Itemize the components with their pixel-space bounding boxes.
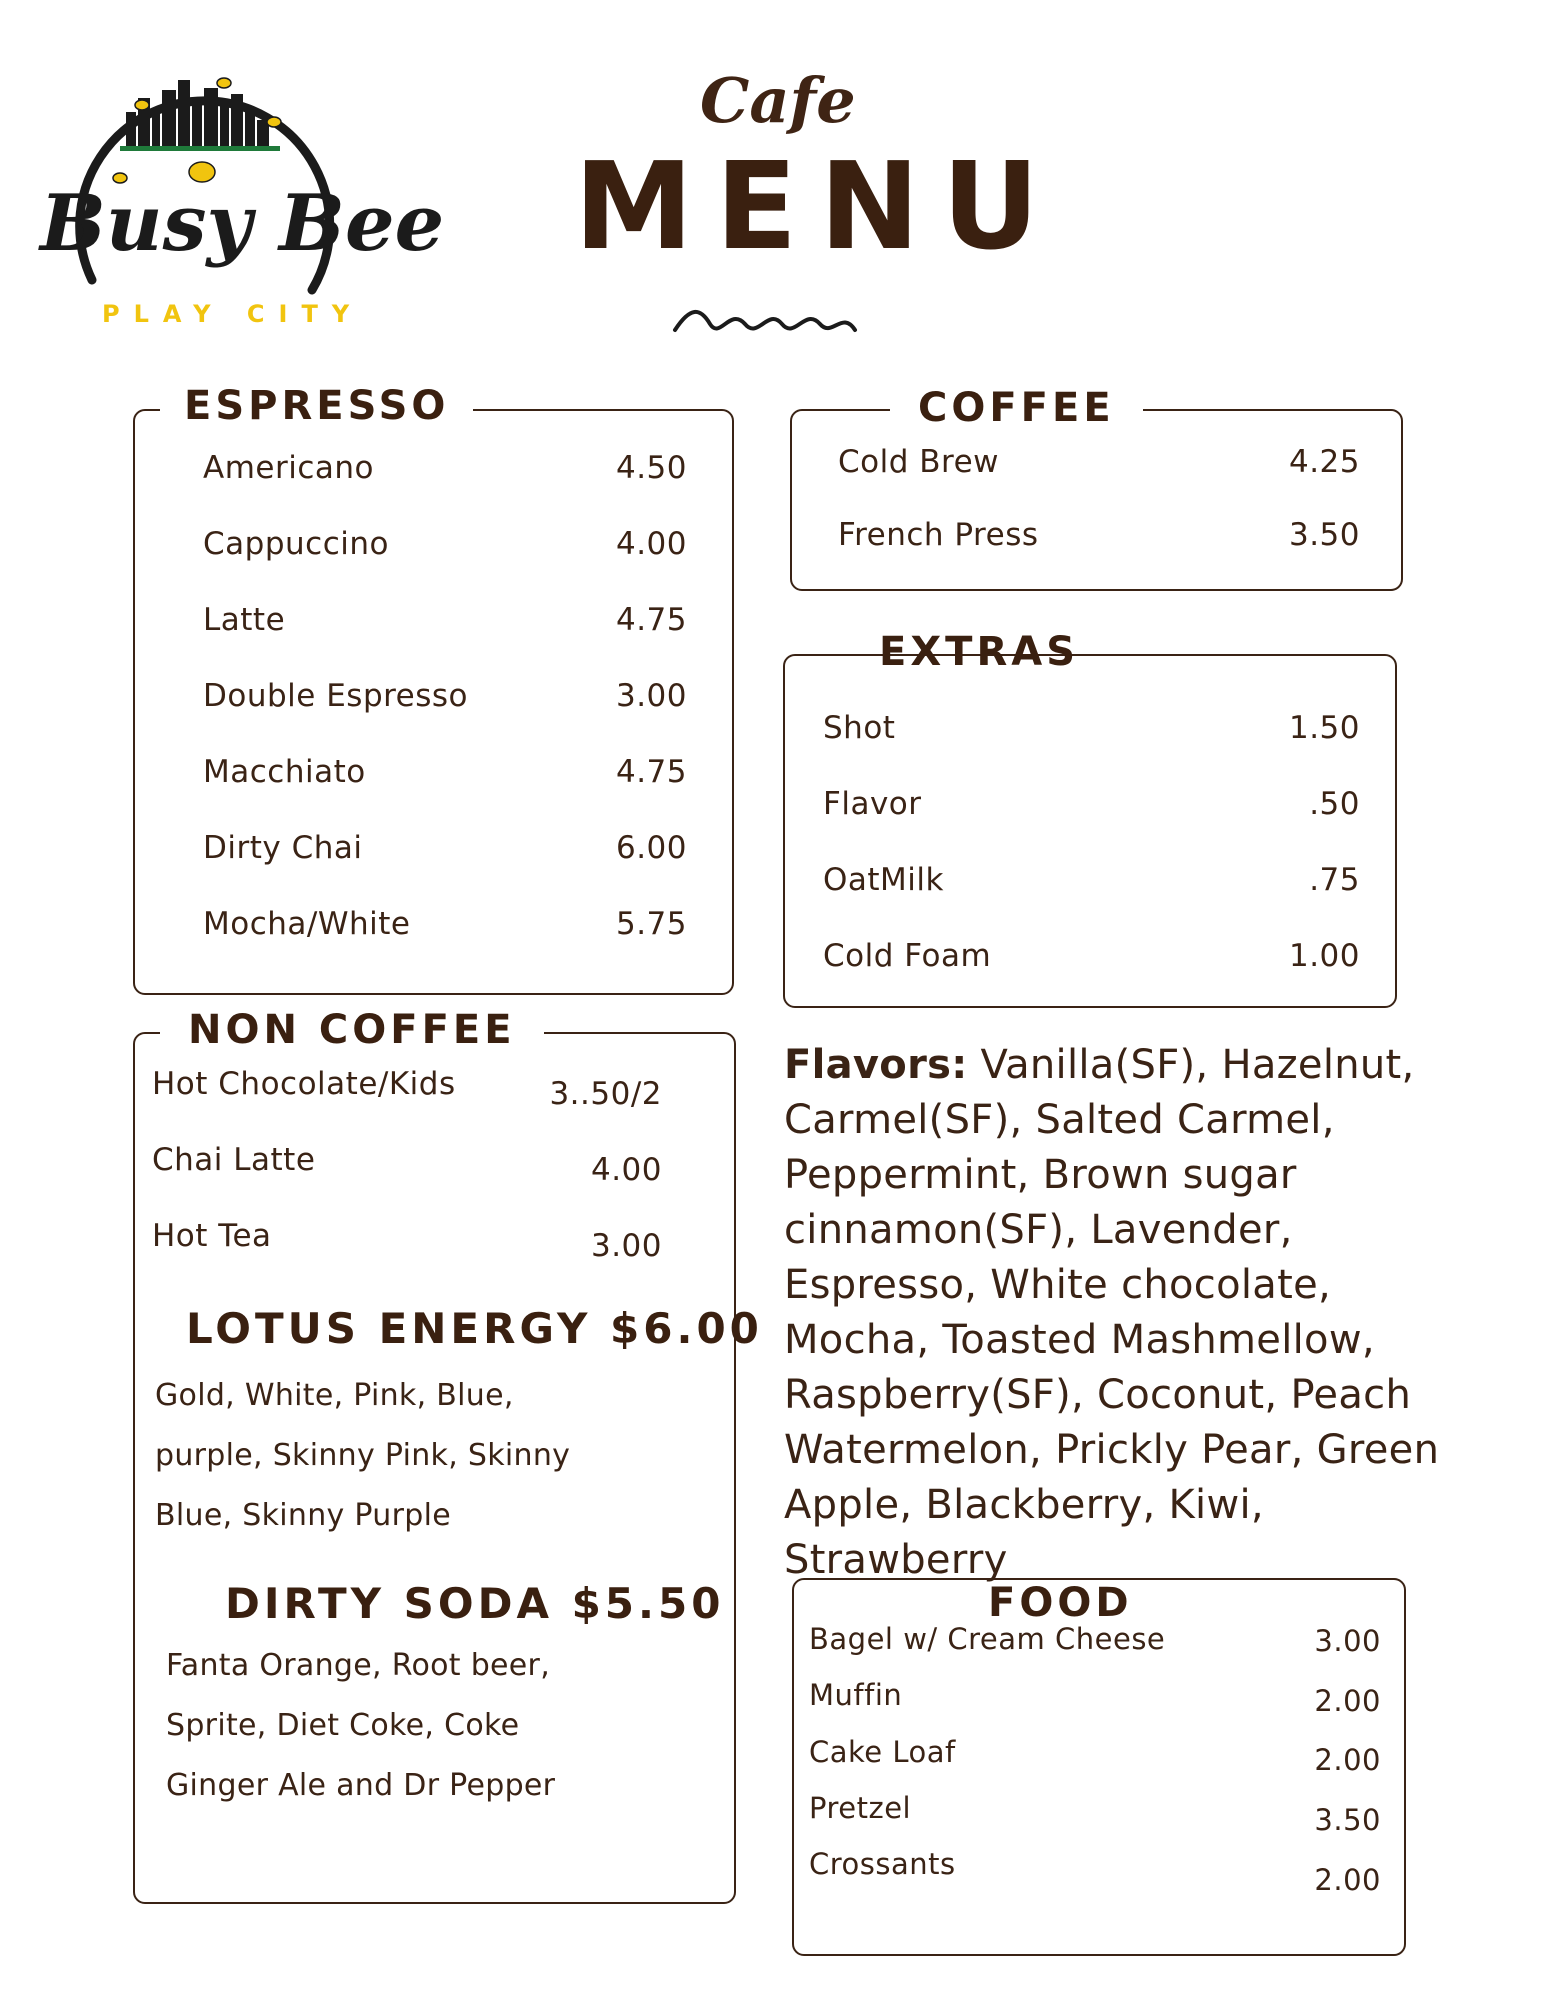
lotus-line: purple, Skinny Pink, Skinny <box>155 1438 571 1473</box>
item-price: 3.50 <box>1314 1803 1381 1837</box>
item-name: Cake Loaf <box>809 1735 956 1769</box>
food-title: FOOD <box>988 1580 1133 1626</box>
item-price: 1.00 <box>1288 938 1360 974</box>
logo-brand-text: Busy Bee <box>40 178 445 269</box>
list-item <box>809 1791 1381 1837</box>
menu-heading: MENU <box>574 138 1062 277</box>
list-item <box>203 450 687 486</box>
lotus-energy-title: LOTUS ENERGY $6.00 <box>186 1304 763 1353</box>
list-item <box>203 830 687 866</box>
logo-graphic <box>22 50 445 350</box>
list-item <box>152 1142 662 1188</box>
item-name: Dirty Chai <box>203 830 363 866</box>
coffee-title: COFFEE <box>890 388 1143 428</box>
item-price: 4.75 <box>615 602 687 638</box>
lotus-line: Blue, Skinny Purple <box>155 1498 451 1533</box>
list-item <box>203 526 687 562</box>
item-price: 2.00 <box>1314 1743 1381 1777</box>
list-item <box>823 938 1360 974</box>
list-item <box>823 710 1360 746</box>
list-item <box>203 678 687 714</box>
list-item <box>809 1847 1381 1897</box>
item-price: .50 <box>1309 786 1360 822</box>
item-price: .75 <box>1309 862 1360 898</box>
item-price: 3.50 <box>1288 517 1360 553</box>
lotus-line: Gold, White, Pink, Blue, <box>155 1378 514 1413</box>
flavors-label: Flavors: <box>784 1042 968 1088</box>
item-name: Muffin <box>809 1678 903 1712</box>
list-item <box>809 1622 1381 1658</box>
flavors-paragraph <box>784 1038 1444 1588</box>
item-name: Latte <box>203 602 286 638</box>
coffee-box <box>790 409 1403 591</box>
item-name: Mocha/White <box>203 906 411 942</box>
list-item <box>809 1678 1381 1718</box>
list-item <box>838 444 1360 480</box>
dirty-soda-title: DIRTY SODA $5.50 <box>225 1579 725 1628</box>
item-price: 2.00 <box>1314 1684 1381 1718</box>
item-name: OatMilk <box>823 862 944 898</box>
item-price: 3.00 <box>590 1228 662 1264</box>
item-name: Macchiato <box>203 754 366 790</box>
list-item <box>838 517 1360 553</box>
item-name: French Press <box>838 517 1039 553</box>
item-price: 4.75 <box>615 754 687 790</box>
item-name: Shot <box>823 710 896 746</box>
item-name: Cold Brew <box>838 444 1000 480</box>
item-price: 5.75 <box>615 906 687 942</box>
item-price: 1.50 <box>1288 710 1360 746</box>
list-item <box>203 602 687 638</box>
espresso-title: ESPRESSO <box>160 386 473 426</box>
list-item <box>203 906 687 942</box>
item-name: Chai Latte <box>152 1142 316 1178</box>
item-name: Cappuccino <box>203 526 389 562</box>
item-price: 4.25 <box>1288 444 1360 480</box>
soda-line: Fanta Orange, Root beer, <box>166 1648 551 1683</box>
logo-tagline: PLAY CITY <box>102 300 364 328</box>
list-item <box>152 1218 662 1264</box>
item-name: Flavor <box>823 786 922 822</box>
item-price: 4.00 <box>615 526 687 562</box>
item-price: 2.00 <box>1314 1863 1381 1897</box>
list-item <box>823 862 1360 898</box>
list-item <box>809 1735 1381 1777</box>
extras-title: EXTRAS <box>879 629 1080 675</box>
busy-bee-logo <box>22 50 445 350</box>
item-name: Double Espresso <box>203 678 469 714</box>
dirty-soda-options <box>166 1636 706 1816</box>
item-name: Bagel w/ Cream Cheese <box>809 1622 1166 1656</box>
item-price: 3.00 <box>1314 1624 1381 1658</box>
item-name: Hot Tea <box>152 1218 272 1254</box>
list-item <box>152 1066 662 1112</box>
item-name: Americano <box>203 450 374 486</box>
item-name: Crossants <box>809 1847 956 1881</box>
flavors-list: Vanilla(SF), Hazelnut, Carmel(SF), Salted Carmel, Peppermint, Brown sugar cinnamon(SF), Lavender, Espresso, White chocolate, Mocha, Toasted Mashmellow, Raspberry(SF), Coconut, Peach Watermelon, Prickly Pear, Green Apple, Blackberry, Kiwi, Strawberry <box>784 1042 1440 1583</box>
item-price: 3..50/2 <box>549 1076 662 1112</box>
item-price: 4.50 <box>615 450 687 486</box>
cafe-heading: Cafe <box>700 64 856 137</box>
item-name: Cold Foam <box>823 938 992 974</box>
item-name: Pretzel <box>809 1791 912 1825</box>
item-name: Hot Chocolate/Kids <box>152 1066 456 1102</box>
soda-line: Sprite, Diet Coke, Coke <box>166 1708 520 1743</box>
non-coffee-title: NON COFFEE <box>160 1010 544 1050</box>
squiggle-divider <box>670 302 860 342</box>
list-item <box>823 786 1360 822</box>
list-item <box>203 754 687 790</box>
item-price: 6.00 <box>615 830 687 866</box>
item-price: 3.00 <box>615 678 687 714</box>
soda-line: Ginger Ale and Dr Pepper <box>166 1768 556 1803</box>
lotus-energy-options <box>155 1366 715 1546</box>
item-price: 4.00 <box>590 1152 662 1188</box>
